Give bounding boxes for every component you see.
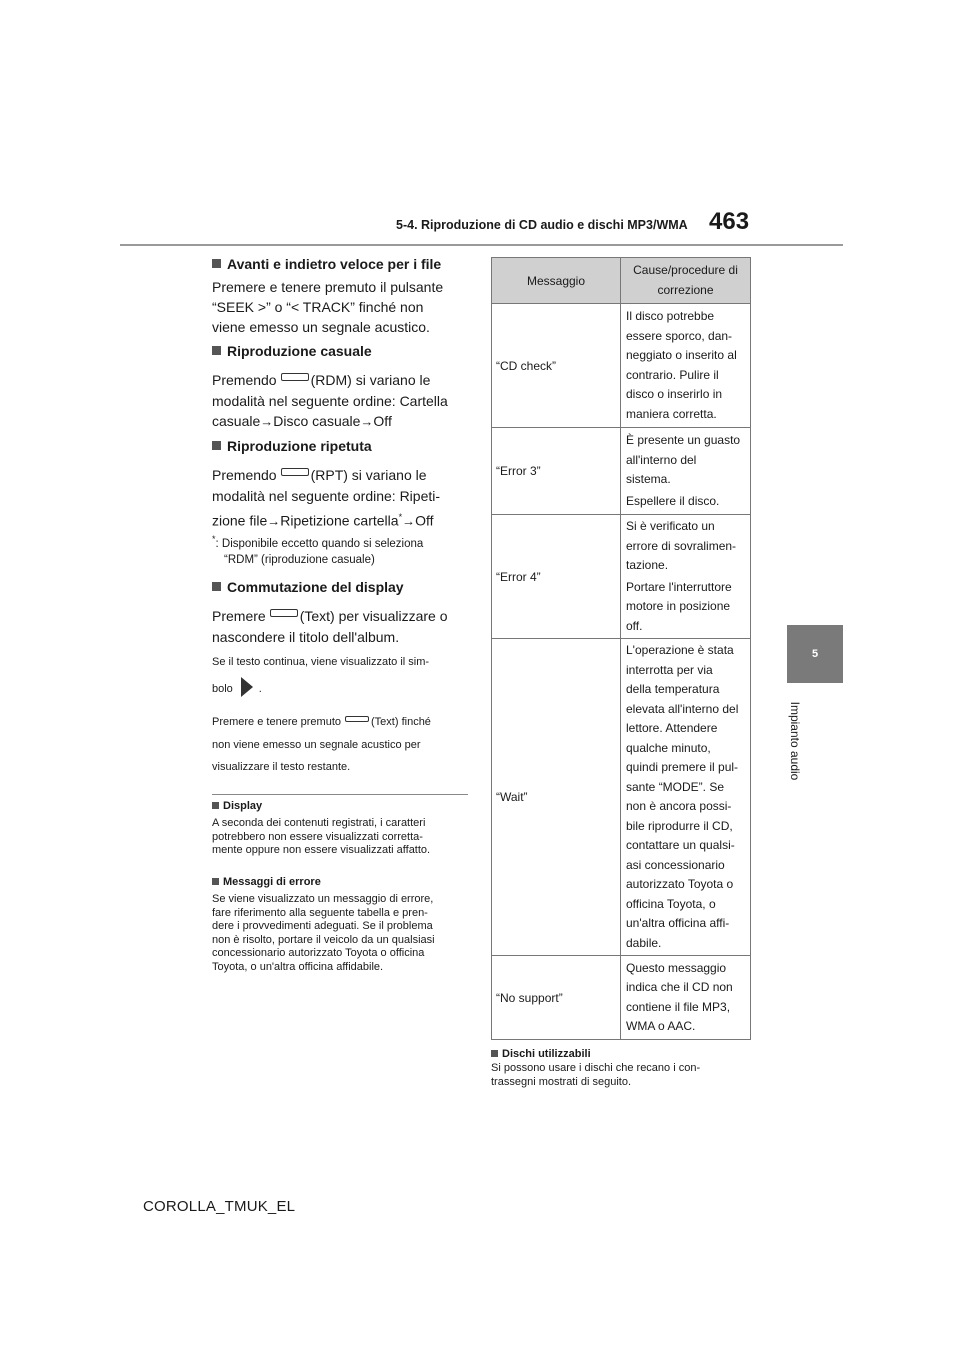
table-cell-cause: Si è verificato un errore di sovralimen- tazione. Portare l'interruttore motore in posizione off.	[621, 515, 751, 639]
document-code: COROLLA_TMUK_EL	[143, 1198, 296, 1215]
note-display-text: A seconda dei contenuti registrati, i caratteri potrebbero non essere visualizzati corretta- mente oppure non essere visualizzati affatto.	[212, 817, 431, 856]
random-line-2: modalità nel seguente ordine: Cartella	[212, 393, 448, 409]
heading-random: Riproduzione casuale	[212, 343, 372, 359]
table-cell-message: “Error 3”	[492, 428, 621, 515]
square-bullet-icon	[491, 1050, 498, 1057]
footnote-line-2: “RDM” (riproduzione casuale)	[224, 554, 375, 566]
note-display-heading: Display	[212, 800, 262, 812]
table-cell-message: “CD check”	[492, 304, 621, 428]
heading-repeat: Riproduzione ripetuta	[212, 438, 372, 454]
section-title: 5-4. Riproduzione di CD audio e dischi MP3/WMA	[396, 218, 688, 232]
table-header-row	[492, 258, 751, 304]
button-icon	[270, 609, 298, 617]
table-cell-cause: Questo messaggio indica che il CD non contiene il file MP3, WMA o AAC.	[621, 956, 751, 1040]
table-cell-cause: L'operazione è stata interrotta per via della temperatura elevata all'interno del lettore. Attendere qualche minuto, quindi premere il pul- sante “MODE”. Se non è ancora possi- bile riprodurre il CD, contattare un qualsi- asi concessionario autorizzato Toyota o officina Toyota, o un'altra officina affi- dabile.	[621, 639, 751, 956]
button-icon	[281, 373, 309, 381]
table-header: Cause/procedure di correzione	[621, 258, 751, 304]
fast-line-1: Premere e tenere premuto il pulsante	[212, 279, 444, 295]
chapter-number: 5	[811, 648, 819, 660]
chapter-tab	[787, 625, 843, 683]
button-icon	[345, 716, 369, 722]
scroll-arrow-icon	[241, 677, 253, 697]
random-line-3: casuale→Disco casuale→Off	[212, 413, 392, 429]
chapter-label-text: Impianto audio	[788, 701, 802, 780]
heading-display: Commutazione del display	[212, 579, 404, 595]
display-note-3: Premere e tenere premuto (Text) finché	[212, 716, 431, 728]
square-bullet-icon	[212, 259, 221, 268]
header-rule	[120, 244, 843, 246]
table-header: Messaggio	[492, 258, 621, 304]
arrow-right-icon: →	[402, 513, 416, 529]
random-line-1: Premendo (RDM) si variano le	[212, 372, 431, 388]
display-note-2: bolo .	[212, 677, 262, 700]
square-bullet-icon	[212, 346, 221, 355]
table-row	[492, 515, 751, 639]
table-cell-cause: Il disco potrebbe essere sporco, dan- neggiato o inserito al contrario. Pulire il disco o inserirlo in maniera corretta.	[621, 304, 751, 428]
table-cell-cause: È presente un guasto all'interno del sistema. Espellere il disco.	[621, 428, 751, 515]
display-note-5: visualizzare il testo restante.	[212, 761, 351, 773]
square-bullet-icon	[212, 878, 219, 885]
display-line-2: nascondere il titolo dell'album.	[212, 629, 400, 645]
table-cell-message: “No support”	[492, 956, 621, 1040]
table-row	[492, 639, 751, 956]
notes-divider	[212, 794, 468, 795]
display-line-1: Premere (Text) per visualizzare o	[212, 608, 448, 624]
heading-fast: Avanti e indietro veloce per i file	[212, 256, 441, 272]
square-bullet-icon	[212, 802, 219, 809]
button-icon	[281, 468, 309, 476]
page-number: 463	[709, 208, 750, 235]
fast-line-2: “SEEK >” o “< TRACK” finché non	[212, 299, 424, 315]
table-row	[492, 304, 751, 428]
display-note-1: Se il testo continua, viene visualizzato il sim-	[212, 656, 430, 668]
square-bullet-icon	[212, 441, 221, 450]
repeat-line-2: modalità nel seguente ordine: Ripeti-	[212, 488, 441, 504]
dischi-heading: Dischi utilizzabili	[491, 1048, 591, 1060]
chapter-label	[783, 693, 807, 788]
note-errors-heading: Messaggi di errore	[212, 876, 321, 888]
table-row	[492, 428, 751, 515]
table-row	[492, 956, 751, 1040]
fast-line-3: viene emesso un segnale acustico.	[212, 319, 430, 335]
repeat-line-1: Premendo (RPT) si variano le	[212, 467, 427, 483]
table-cell-message: “Error 4”	[492, 515, 621, 639]
arrow-right-icon: →	[267, 513, 281, 529]
note-errors-text: Se viene visualizzato un messaggio di errore, fare riferimento alla seguente tabella e pren- dere i provvedimenti adeguati. Se il problema non è risolto, portare il veicolo da un qualsiasi concessionario autorizzato Toyota o officina Toyota, o un'altra officina affidabile.	[212, 893, 435, 973]
arrow-right-icon: →	[360, 414, 374, 429]
footnote-line-1: *: Disponibile eccetto quando si seleziona	[212, 534, 424, 550]
arrow-right-icon: →	[260, 414, 274, 429]
display-note-4: non viene emesso un segnale acustico per	[212, 739, 421, 751]
dischi-text: Si possono usare i dischi che recano i con- trassegni mostrati di seguito.	[491, 1062, 701, 1088]
table-cell-message: “Wait”	[492, 639, 621, 956]
error-messages-table	[491, 257, 751, 1040]
repeat-line-3: zione file→Ripetizione cartella*→Off	[212, 512, 434, 529]
square-bullet-icon	[212, 582, 221, 591]
